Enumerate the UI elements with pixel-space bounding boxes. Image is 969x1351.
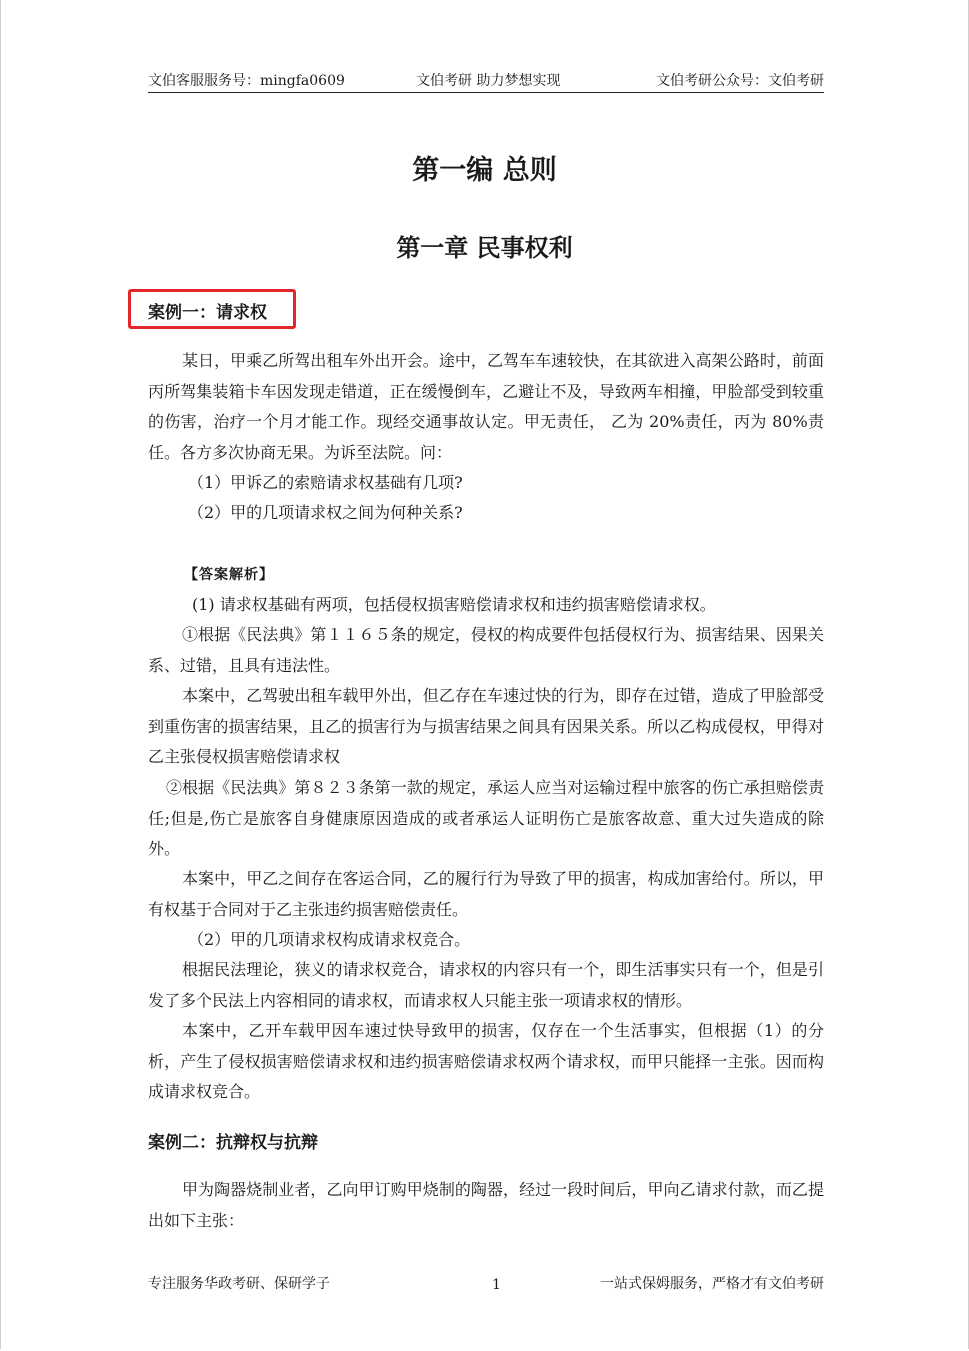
footer-right-text: 一站式保姆服务，严格才有文伯考研 bbox=[600, 1276, 824, 1292]
header-service-account: 文伯客服服务号：mingfa0609 bbox=[148, 73, 345, 89]
page-footer bbox=[148, 1273, 824, 1293]
case1-question-1: （1）甲诉乙的索赔请求权基础有几项? bbox=[188, 473, 463, 492]
answer-label: 【答案解析】 bbox=[184, 567, 274, 583]
header-public-account: 文伯考研公众号：文伯考研 bbox=[656, 73, 824, 89]
answer-paragraph-1: (1) 请求权基础有两项，包括侵权损害赔偿请求权和违约损害赔偿请求权。 bbox=[192, 595, 716, 614]
answer-paragraph-5: 本案中，甲乙之间存在客运合同，乙的履行行为导致了甲的损害，构成加害给付。所以，甲有权基于合同对于乙主张违约损害赔偿责任。 bbox=[148, 869, 824, 919]
part-title: 第一编 总则 bbox=[412, 155, 557, 186]
case1-heading: 案例一：请求权 bbox=[148, 303, 267, 323]
header-slogan: 文伯考研 助力梦想实现 bbox=[416, 73, 561, 89]
case2-body: 甲为陶器烧制业者，乙向甲订购甲烧制的陶器，经过一段时间后，甲向乙请求付款，而乙提出如下主张： bbox=[148, 1180, 824, 1230]
case1-question-2: （2）甲的几项请求权之间为何种关系? bbox=[188, 503, 463, 522]
answer-paragraph-2: ①根据《民法典》第１１６５条的规定，侵权的构成要件包括侵权行为、损害结果、因果关系、过错，且具有违法性。 bbox=[148, 625, 824, 675]
answer-paragraph-4: ②根据《民法典》第８２３条第一款的规定，承运人应当对运输过程中旅客的伤亡承担赔偿责任;但是,伤亡是旅客自身健康原因造成的或者承运人证明伤亡是旅客故意、重大过失造成的除外。 bbox=[148, 778, 824, 858]
chapter-title: 第一章 民事权利 bbox=[396, 234, 573, 262]
page-header bbox=[148, 68, 824, 93]
page-number: 1 bbox=[492, 1277, 501, 1293]
answer-paragraph-7: 根据民法理论，狭义的请求权竞合，请求权的内容只有一个，即生活事实只有一个，但是引发了多个民法上内容相同的请求权，而请求权人只能主张一项请求权的情形。 bbox=[148, 960, 824, 1010]
footer-left-text: 专注服务华政考研、保研学子 bbox=[148, 1276, 330, 1292]
case1-body: 某日，甲乘乙所驾出租车外出开会。途中，乙驾车车速较快，在其欲进入高架公路时，前面丙所驾集装箱卡车因发现走错道，正在缓慢倒车，乙避让不及，导致两车相撞，甲脸部受到较重的伤害，治疗一个月才能工作。现经交通事故认定。甲无责任， 乙为 20%责任，丙为 80%责任。各方多次协商无果。为诉至法院。问： bbox=[148, 351, 824, 462]
answer-paragraph-6: （2）甲的几项请求权构成请求权竞合。 bbox=[188, 930, 471, 949]
case2-heading: 案例二：抗辩权与抗辩 bbox=[148, 1133, 318, 1153]
answer-paragraph-3: 本案中，乙驾驶出租车载甲外出，但乙存在车速过快的行为，即存在过错，造成了甲脸部受到重伤害的损害结果，且乙的损害行为与损害结果之间具有因果关系。所以乙构成侵权，甲得对乙主张侵权损害赔偿请求权 bbox=[148, 686, 824, 766]
answer-paragraph-8: 本案中，乙开车载甲因车速过快导致甲的损害，仅存在一个生活事实，但根据（1）的分析，产生了侵权损害赔偿请求权和违约损害赔偿请求权两个请求权，而甲只能择一主张。因而构成请求权竞合。 bbox=[148, 1021, 824, 1101]
